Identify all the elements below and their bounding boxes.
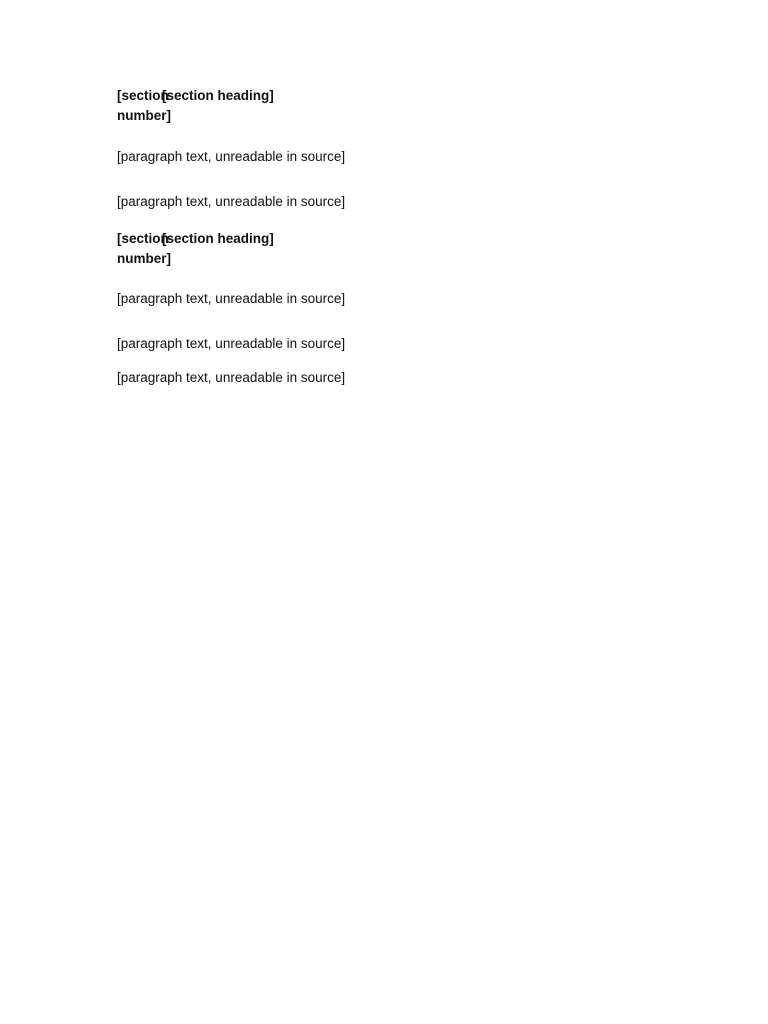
section-title: [section heading] xyxy=(162,231,274,247)
section-heading xyxy=(117,86,652,126)
paragraph: [paragraph text, unreadable in source] xyxy=(117,291,346,307)
section-number: [section number] xyxy=(117,88,171,123)
paragraph: [paragraph text, unreadable in source] xyxy=(117,335,346,351)
paragraph: [paragraph text, unreadable in source] xyxy=(117,193,346,209)
document-body xyxy=(117,86,652,390)
paragraph: [paragraph text, unreadable in source] xyxy=(117,149,346,164)
section-title: [section heading] xyxy=(162,88,274,103)
paragraph: [paragraph text, unreadable in source] xyxy=(117,370,346,386)
section-number: [section number] xyxy=(117,231,171,267)
section-heading xyxy=(117,229,652,269)
